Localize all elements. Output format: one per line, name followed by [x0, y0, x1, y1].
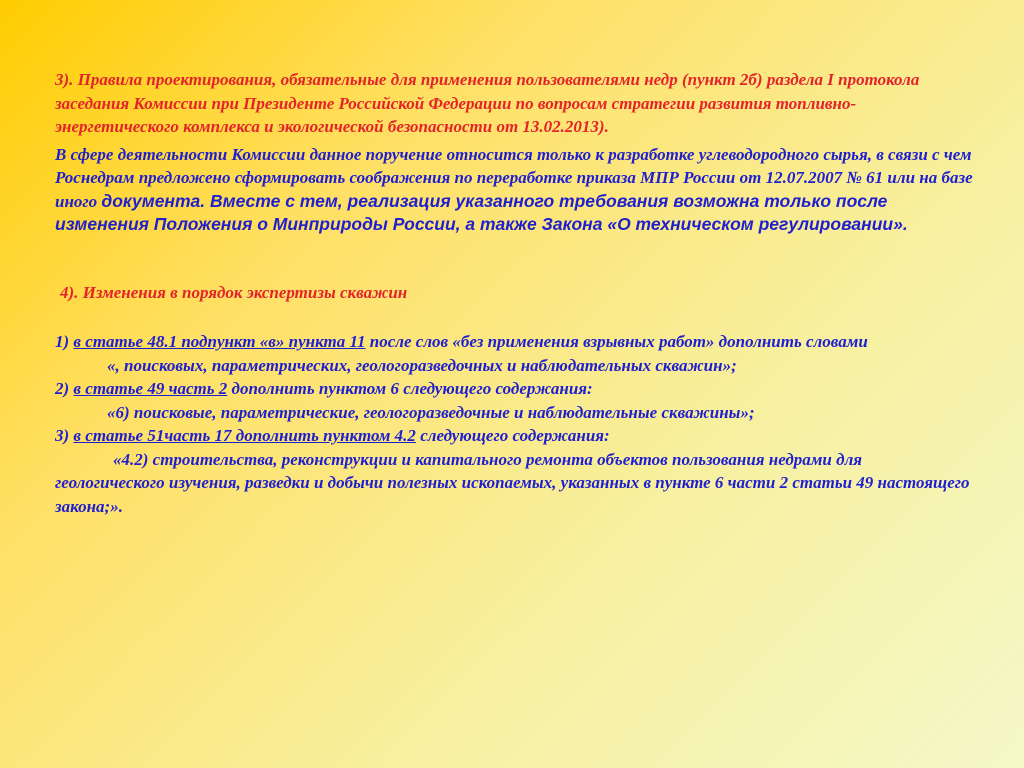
section3-body-serif: В сфере деятельности Комиссии данное поручение относится только к разработке углеводородного сырья, в связи с чем Роснедрам предложено сформировать соображения по переработке приказа МПР России от 12.07.2007 № 61 или на базе иного — [55, 144, 973, 211]
item-text: после слов «без применения взрывных работ» дополнить словами — [365, 332, 868, 351]
amendment-item-1 — [55, 330, 975, 354]
item-text: дополнить пунктом 6 следующего содержания: — [227, 379, 593, 398]
amendment-item-3 — [55, 424, 975, 448]
item-text: следующего содержания: — [415, 426, 610, 445]
item-reference: в статье 49 часть 2 — [73, 379, 228, 398]
section3-heading: 3). Правила проектирования, обязательные для применения пользователями недр (пункт 2б) раздела I протокола заседания Комиссии при Президенте Российской Федерации по вопросам стратегии развития топливно-энергетического комплекса и экологической безопасности от 13.02.2013). — [55, 70, 920, 136]
amendment-quote-1: «, поисковых, параметрических, геологоразведочных и наблюдательных скважин»; — [107, 355, 737, 375]
amendment-quote-3: «4.2) строительства, реконструкции и капитального ремонта объектов пользования недрами для геологического изучения, разведки и добычи полезных ископаемых, указанных в пункте 6 части 2 статьи 49 настоящего закона;». — [55, 449, 970, 516]
amendments-list — [55, 330, 975, 518]
section4-heading: 4). Изменения в порядок экспертизы скважин — [60, 282, 408, 302]
item-number: 2) — [55, 379, 74, 398]
slide-content — [55, 68, 975, 518]
amendment-item-2 — [55, 377, 975, 401]
amendment-quote-2: «6) поисковые, параметрические, геологоразведочные и наблюдательные скважины»; — [107, 402, 755, 422]
section3-body-sans: документа. Вместе с тем, реализация указанного требования возможна только после изменения Положения о Минприроды России, а также Закона «О техническом регулировании». — [55, 190, 908, 234]
section3-body — [55, 143, 975, 237]
item-reference: в статье 48.1 подпункт «в» пункта 11 — [73, 332, 366, 351]
item-reference: в статье 51часть 17 дополнить пунктом 4.2 — [73, 426, 416, 445]
item-number: 1) — [55, 332, 74, 351]
item-number: 3) — [55, 426, 74, 445]
